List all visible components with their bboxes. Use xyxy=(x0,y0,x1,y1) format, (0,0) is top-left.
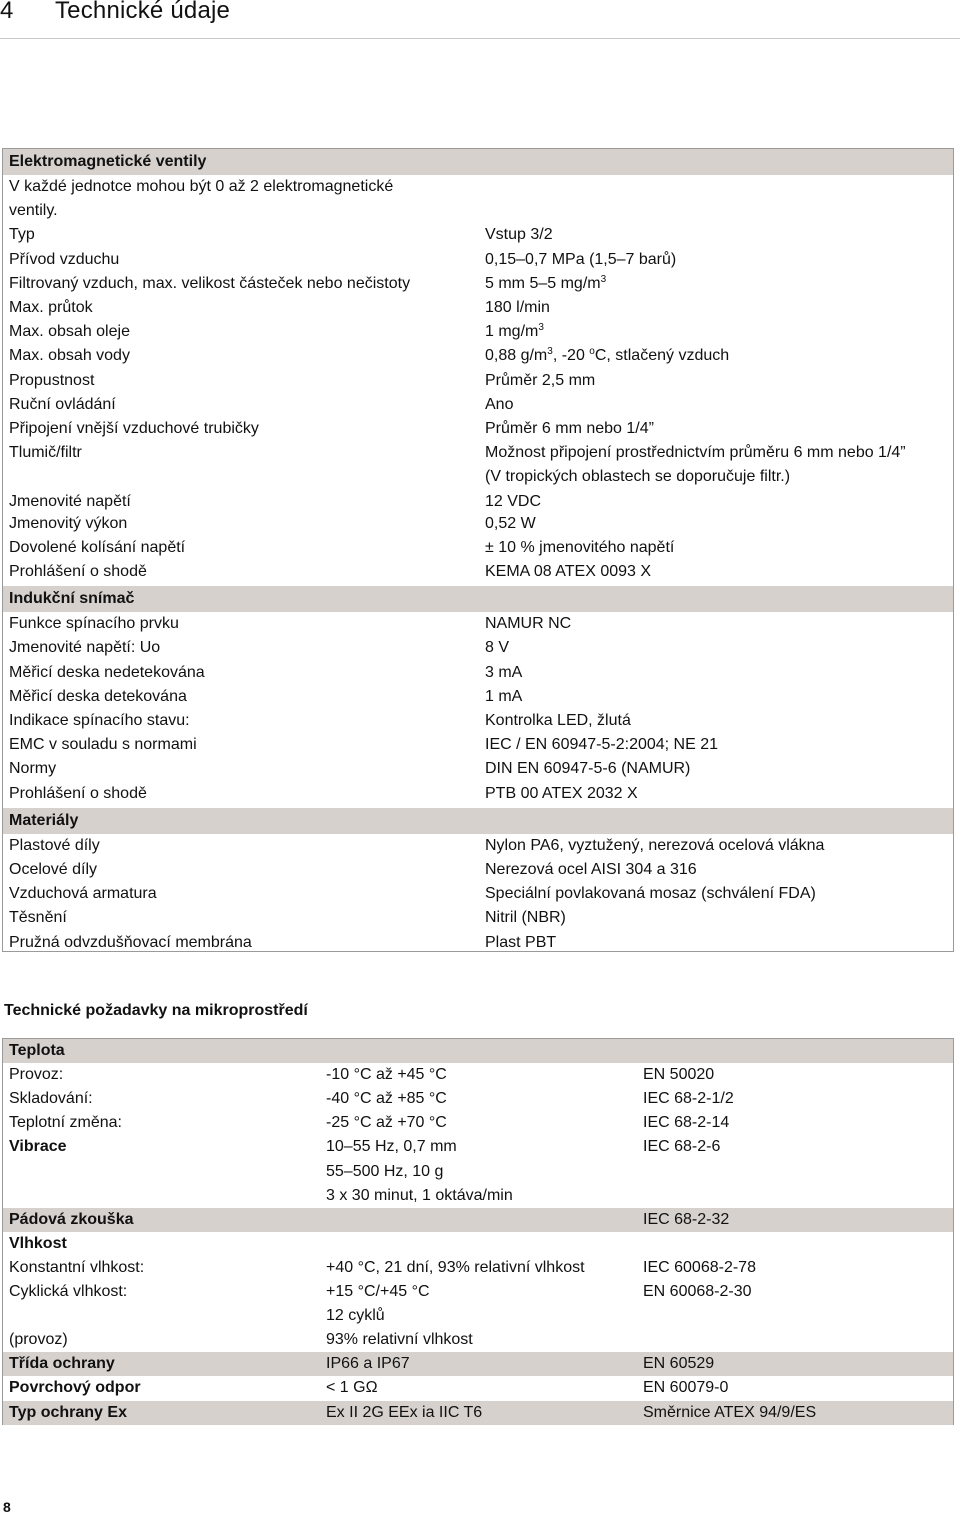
requirement-value: 93% relativní vlhkost xyxy=(326,1331,473,1349)
requirement-value: 55–500 Hz, 10 g xyxy=(326,1162,444,1180)
requirement-standard: IEC 68-2-32 xyxy=(643,1210,730,1228)
spec-value-text: 180 l/min xyxy=(485,299,550,316)
table-row xyxy=(3,1401,953,1425)
page-title: 4 Technické údaje xyxy=(0,0,231,24)
table-row xyxy=(3,441,953,465)
spec-value-text: 5 mm 5–5 mg/m xyxy=(485,274,601,292)
section-heading: Elektromagnetické ventily xyxy=(9,153,207,170)
spec-label: Tlumič/filtr xyxy=(9,444,82,462)
spec-label: Dovolené kolísání napětí xyxy=(9,538,186,556)
spec-value-text: Průměr 2,5 mm xyxy=(485,371,596,389)
requirement-name: Vibrace xyxy=(9,1138,67,1156)
requirement-name: Provoz: xyxy=(9,1066,64,1084)
spec-value xyxy=(485,393,513,417)
spec-value-text: Možnost připojení prostřednictvím průměru 6 mm nebo 1/4” xyxy=(485,444,906,462)
section-heading-row xyxy=(3,149,953,175)
requirement-standard: IEC 68-2-6 xyxy=(643,1138,721,1156)
spec-label: Přívod vzduchu xyxy=(9,250,120,268)
superscript: 3 xyxy=(547,346,553,358)
requirement-value: Ex II 2G EEx ia IIC T6 xyxy=(326,1403,483,1421)
spec-value-text: 1 mg/m xyxy=(485,323,539,341)
section-heading: Indukční snímač xyxy=(9,590,135,608)
spec-label: Max. průtok xyxy=(9,299,93,316)
table-row xyxy=(3,882,953,906)
requirement-standard: EN 60529 xyxy=(643,1355,715,1373)
spec-value-text: 0,88 g/m xyxy=(485,347,548,365)
spec-value-text: Průměr 6 mm nebo 1/4” xyxy=(485,420,654,437)
spec-label: Propustnost xyxy=(9,371,95,389)
spec-value-text: Plast PBT xyxy=(485,933,557,951)
spec-value-text: DIN EN 60947-5-6 (NAMUR) xyxy=(485,760,691,778)
requirement-value: +40 °C, 21 dní, 93% relativní vlhkost xyxy=(326,1258,585,1276)
header-rule xyxy=(0,38,960,39)
spec-label: Jmenovitý výkon xyxy=(9,514,128,532)
spec-value-text: Vstup 3/2 xyxy=(485,226,553,244)
spec-value xyxy=(485,636,509,660)
requirement-standard: EN 50020 xyxy=(643,1066,715,1084)
requirement-standard: IEC 68-2-1/2 xyxy=(643,1090,734,1108)
spec-value xyxy=(485,685,522,709)
requirement-value: < 1 GΩ xyxy=(326,1379,378,1397)
spec-label: Těsnění xyxy=(9,909,67,927)
spec-value xyxy=(485,512,536,536)
spec-value xyxy=(485,782,638,806)
spec-value-text: (V tropických oblastech se doporučuje filtr.) xyxy=(485,468,791,486)
requirement-name: Teplota xyxy=(9,1042,65,1059)
table-row xyxy=(3,369,953,393)
spec-value xyxy=(485,757,690,781)
requirement-standard: IEC 68-2-14 xyxy=(643,1114,730,1132)
requirement-value: IP66 a IP67 xyxy=(326,1355,410,1373)
solenoid-spec-table xyxy=(2,148,954,952)
table-row xyxy=(3,512,953,536)
spec-label: V každé jednotce mohou být 0 až 2 elektromagnetické xyxy=(9,178,394,195)
requirement-standard: IEC 60068-2-78 xyxy=(643,1258,756,1276)
table-row xyxy=(3,834,953,858)
requirement-name: Povrchový odpor xyxy=(9,1379,141,1397)
spec-value xyxy=(485,248,676,272)
spec-value-text: IEC / EN 60947-5-2:2004; NE 21 xyxy=(485,736,719,754)
spec-value xyxy=(485,369,595,393)
spec-value xyxy=(485,223,553,247)
spec-value xyxy=(485,906,566,930)
table-row xyxy=(3,636,953,660)
spec-value xyxy=(485,882,816,906)
spec-value xyxy=(485,320,544,344)
spec-value xyxy=(485,858,697,882)
requirement-name: Pádová zkouška xyxy=(9,1210,134,1228)
table-row xyxy=(3,223,953,247)
spec-label: Plastové díly xyxy=(9,836,100,854)
table-row xyxy=(3,685,953,709)
spec-value xyxy=(485,272,606,296)
spec-value xyxy=(485,733,718,757)
spec-label: Ruční ovládání xyxy=(9,395,116,413)
spec-label: Normy xyxy=(9,760,57,778)
requirement-value: -25 °C až +70 °C xyxy=(326,1114,447,1132)
environment-requirements-title: Technické požadavky na mikroprostředí xyxy=(4,1002,308,1019)
requirement-value: 10–55 Hz, 0,7 mm xyxy=(326,1138,457,1156)
spec-label: Připojení vnější vzduchové trubičky xyxy=(9,420,259,437)
requirement-standard: EN 60068-2-30 xyxy=(643,1283,752,1300)
spec-value-text: NAMUR NC xyxy=(485,615,572,633)
spec-label: ventily. xyxy=(9,202,58,220)
spec-label: Jmenovité napětí xyxy=(9,492,131,510)
page-number: 8 xyxy=(3,1499,11,1515)
table-row xyxy=(3,1111,953,1135)
spec-value xyxy=(485,536,674,560)
spec-value-text: 8 V xyxy=(485,639,510,657)
table-row xyxy=(3,344,953,368)
requirement-name: Konstantní vlhkost: xyxy=(9,1258,145,1276)
table-row xyxy=(3,612,953,636)
table-row xyxy=(3,1280,953,1304)
spec-label: Měřicí deska nedetekována xyxy=(9,663,205,681)
spec-value-text: 3 mA xyxy=(485,663,523,681)
table-row xyxy=(3,1184,953,1208)
requirement-value: -40 °C až +85 °C xyxy=(326,1090,447,1108)
section-heading: Materiály xyxy=(9,811,79,829)
table-row xyxy=(3,1039,953,1063)
spec-label: Vzduchová armatura xyxy=(9,885,157,903)
spec-value xyxy=(485,612,571,636)
spec-value-text: Ano xyxy=(485,395,514,413)
spec-label: Prohlášení o shodě xyxy=(9,784,147,802)
table-row xyxy=(3,1304,953,1328)
requirement-standard: EN 60079-0 xyxy=(643,1379,729,1397)
requirement-value: 12 cyklů xyxy=(326,1307,385,1325)
spec-label: Max. obsah oleje xyxy=(9,323,130,341)
table-row xyxy=(3,1328,953,1352)
requirement-value: 3 x 30 minut, 1 oktáva/min xyxy=(326,1186,513,1204)
table-row xyxy=(3,560,953,584)
spec-label: Pružná odvzdušňovací membrána xyxy=(9,933,252,951)
table-row xyxy=(3,1352,953,1376)
spec-label: Ocelové díly xyxy=(9,861,98,878)
table-row xyxy=(3,931,953,955)
section-heading-row xyxy=(3,808,953,834)
spec-label: Jmenovité napětí: Uo xyxy=(9,639,161,657)
table-row xyxy=(3,733,953,757)
requirement-name: Vlhkost xyxy=(9,1234,67,1252)
spec-value-text: 0,52 W xyxy=(485,514,536,532)
requirement-name: Typ ochrany Ex xyxy=(9,1403,127,1421)
requirement-name: Třída ochrany xyxy=(9,1355,115,1373)
table-row xyxy=(3,490,953,514)
table-row xyxy=(3,782,953,806)
spec-value-text: Nylon PA6, vyztužený, nerezová ocelová vlákna xyxy=(485,836,825,854)
table-row xyxy=(3,1376,953,1400)
spec-label: Typ xyxy=(9,226,35,244)
table-row xyxy=(3,709,953,733)
environment-requirements-table xyxy=(2,1038,954,1425)
table-row xyxy=(3,272,953,296)
spec-label: EMC v souladu s normami xyxy=(9,736,197,754)
spec-label: Max. obsah vody xyxy=(9,347,130,365)
table-row xyxy=(3,296,953,320)
requirement-standard: Směrnice ATEX 94/9/ES xyxy=(643,1403,817,1421)
spec-value xyxy=(485,465,790,489)
table-row xyxy=(3,757,953,781)
superscript: 3 xyxy=(600,273,607,285)
spec-value xyxy=(485,709,631,733)
spec-label: Indikace spínacího stavu: xyxy=(9,712,190,729)
spec-value xyxy=(485,441,906,465)
table-row xyxy=(3,1087,953,1111)
spec-value-text: Nerezová ocel AISI 304 a 316 xyxy=(485,861,697,878)
spec-value xyxy=(485,834,824,858)
spec-value xyxy=(485,296,550,320)
spec-value xyxy=(485,931,556,955)
table-row xyxy=(3,1256,953,1280)
spec-value-text: 12 VDC xyxy=(485,492,542,510)
requirement-name: Teplotní změna: xyxy=(9,1114,122,1132)
table-row xyxy=(3,1135,953,1159)
spec-value-text: Nitril (NBR) xyxy=(485,909,566,927)
requirement-value: +15 °C/+45 °C xyxy=(326,1283,430,1300)
table-row xyxy=(3,320,953,344)
spec-label: Filtrovaný vzduch, max. velikost částeček nebo nečistoty xyxy=(9,274,411,292)
requirement-name: (provoz) xyxy=(9,1331,68,1349)
table-row xyxy=(3,536,953,560)
spec-value-text: 1 mA xyxy=(485,687,523,705)
spec-value-tail: , -20 xyxy=(552,347,590,365)
spec-value xyxy=(485,560,651,584)
table-row xyxy=(3,1232,953,1256)
spec-value xyxy=(485,344,729,368)
superscript: o xyxy=(589,346,595,358)
spec-value-text: Kontrolka LED, žlutá xyxy=(485,712,631,729)
table-row xyxy=(3,661,953,685)
table-row xyxy=(3,199,953,223)
spec-value-text: Speciální povlakovaná mosaz (schválení FDA) xyxy=(485,885,816,903)
spec-value xyxy=(485,661,522,685)
spec-label: Funkce spínacího prvku xyxy=(9,615,179,633)
table-row xyxy=(3,1208,953,1232)
table-row xyxy=(3,1160,953,1184)
spec-label: Měřicí deska detekována xyxy=(9,687,187,705)
table-row xyxy=(3,175,953,199)
requirement-name: Cyklická vlhkost: xyxy=(9,1283,128,1300)
table-row xyxy=(3,1063,953,1087)
spec-value-text: KEMA 08 ATEX 0093 X xyxy=(485,563,652,580)
superscript: 3 xyxy=(538,322,544,334)
section-heading-row xyxy=(3,586,953,612)
spec-value-text: PTB 00 ATEX 2032 X xyxy=(485,784,638,802)
requirement-name: Skladování: xyxy=(9,1090,93,1108)
spec-value-tail: C, stlačený vzduch xyxy=(594,347,730,365)
spec-label: Prohlášení o shodě xyxy=(9,563,147,580)
table-row xyxy=(3,248,953,272)
requirement-value: -10 °C až +45 °C xyxy=(326,1066,447,1084)
table-row xyxy=(3,417,953,441)
table-row xyxy=(3,858,953,882)
spec-value xyxy=(485,417,654,441)
table-row xyxy=(3,465,953,489)
spec-value-text: 0,15–0,7 MPa (1,5–7 barů) xyxy=(485,250,677,268)
table-row xyxy=(3,393,953,417)
table-row xyxy=(3,906,953,930)
spec-value-text: ± 10 % jmenovitého napětí xyxy=(485,538,675,556)
spec-value xyxy=(485,490,541,514)
